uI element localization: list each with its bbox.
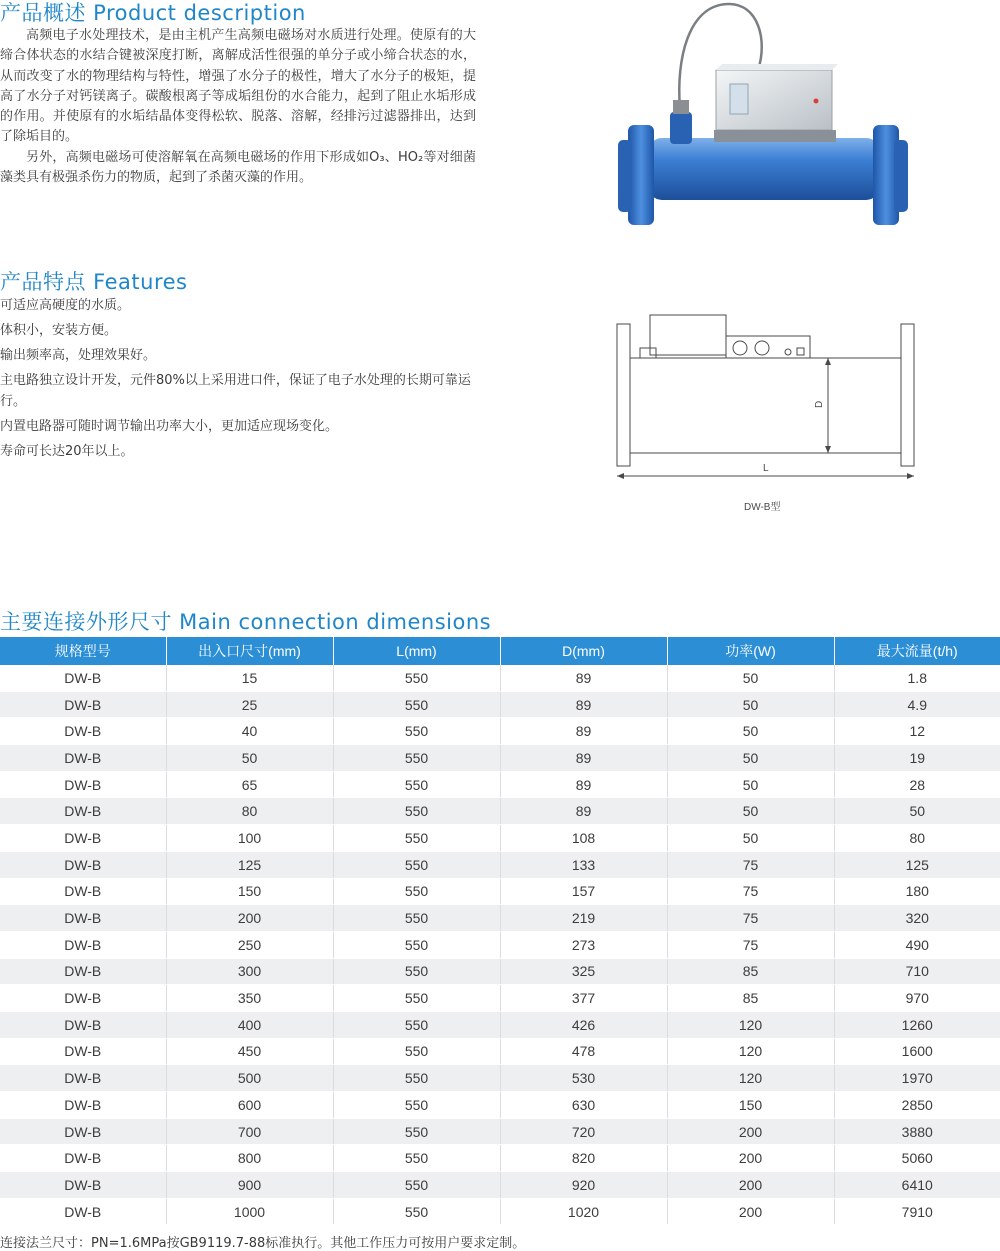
table-cell: 478 [500, 1038, 667, 1065]
product-photo [618, 0, 910, 232]
table-cell: 500 [166, 1065, 333, 1092]
column-header: 规格型号 [0, 637, 166, 665]
table-row [0, 931, 1000, 958]
table-cell: 6410 [834, 1172, 1000, 1199]
diagram-label-d: D [814, 400, 825, 408]
table-cell: 12 [834, 718, 1000, 745]
table-row [0, 718, 1000, 745]
table-cell: 200 [166, 905, 333, 932]
feature-item: 寿命可长达20年以上。 [0, 443, 134, 459]
table-cell: 550 [333, 1038, 500, 1065]
table-cell: 426 [500, 1011, 667, 1038]
table-cell: 125 [834, 851, 1000, 878]
table-cell: 219 [500, 905, 667, 932]
table-cell: 550 [333, 691, 500, 718]
table-cell: 180 [834, 878, 1000, 905]
table-cell: 75 [667, 878, 834, 905]
feature-item: 可适应高硬度的水质。 [0, 298, 131, 313]
table-cell: 550 [333, 665, 500, 691]
table-cell: 325 [500, 958, 667, 985]
table-row [0, 745, 1000, 772]
table-row [0, 825, 1000, 852]
table-cell: 125 [166, 851, 333, 878]
table-row [0, 1092, 1000, 1119]
features-list [0, 296, 480, 467]
table-cell: 820 [500, 1145, 667, 1172]
dimensions-heading: 主要连接外形尺寸 Main connection dimensions [0, 610, 492, 634]
column-header: 出入口尺寸(mm) [166, 637, 333, 665]
table-cell: 50 [166, 745, 333, 772]
table-row [0, 1011, 1000, 1038]
table-cell: 710 [834, 958, 1000, 985]
table-cell: 108 [500, 825, 667, 852]
table-cell: DW-B [0, 878, 166, 905]
table-cell: DW-B [0, 1011, 166, 1038]
table-cell: 550 [333, 1092, 500, 1119]
table-cell: DW-B [0, 771, 166, 798]
table-cell: 3880 [834, 1118, 1000, 1145]
table-cell: 89 [500, 771, 667, 798]
table-cell: 80 [834, 825, 1000, 852]
table-cell: DW-B [0, 985, 166, 1012]
table-cell: 720 [500, 1118, 667, 1145]
table-row [0, 985, 1000, 1012]
table-row [0, 1145, 1000, 1172]
table-cell: 550 [333, 958, 500, 985]
table-cell: 75 [667, 905, 834, 932]
table-cell: 75 [667, 931, 834, 958]
table-cell: 550 [333, 798, 500, 825]
table-cell: 80 [166, 798, 333, 825]
table-header-row [0, 637, 1000, 665]
table-cell: 89 [500, 718, 667, 745]
table-row [0, 1172, 1000, 1199]
table-cell: DW-B [0, 798, 166, 825]
table-row [0, 1118, 1000, 1145]
table-cell: 200 [667, 1198, 834, 1225]
table-cell: 50 [667, 798, 834, 825]
table-cell: 157 [500, 878, 667, 905]
table-cell: 85 [667, 958, 834, 985]
table-cell: 5060 [834, 1145, 1000, 1172]
feature-item: 输出频率高，处理效果好。 [0, 348, 157, 363]
feature-item: 体积小，安装方便。 [0, 323, 118, 338]
table-cell: 1000 [166, 1198, 333, 1225]
table-cell: 1600 [834, 1038, 1000, 1065]
feature-item: 内置电路器可随时调节输出功率大小，更加适应现场变化。 [0, 418, 339, 434]
table-cell: 273 [500, 931, 667, 958]
table-row [0, 958, 1000, 985]
table-cell: 550 [333, 985, 500, 1012]
table-cell: 1970 [834, 1065, 1000, 1092]
table-cell: DW-B [0, 1092, 166, 1119]
table-cell: 85 [667, 985, 834, 1012]
table-cell: 550 [333, 851, 500, 878]
table-cell: 1260 [834, 1011, 1000, 1038]
table-cell: DW-B [0, 718, 166, 745]
table-cell: 550 [333, 1172, 500, 1199]
table-cell: 65 [166, 771, 333, 798]
table-cell: 530 [500, 1065, 667, 1092]
table-row [0, 798, 1000, 825]
table-cell: 450 [166, 1038, 333, 1065]
table-cell: 150 [667, 1092, 834, 1119]
table-cell: DW-B [0, 825, 166, 852]
table-cell: 550 [333, 771, 500, 798]
description-paragraph: 另外，高频电磁场可使溶解氧在高频电磁场的作用下形成如O₃、HO₂等对细菌藻类具有极强杀伤力的物质，起到了杀菌灭藻的作用。 [0, 149, 476, 186]
table-cell: 100 [166, 825, 333, 852]
table-cell: 4.9 [834, 691, 1000, 718]
table-cell: 150 [166, 878, 333, 905]
table-cell: 7910 [834, 1198, 1000, 1225]
table-row [0, 878, 1000, 905]
column-header: L(mm) [333, 637, 500, 665]
table-row [0, 665, 1000, 691]
dimensions-table [0, 637, 1000, 1225]
table-cell: 50 [667, 825, 834, 852]
table-cell: 75 [667, 851, 834, 878]
dimension-diagram [612, 308, 922, 518]
table-cell: 550 [333, 718, 500, 745]
table-cell: 19 [834, 745, 1000, 772]
table-cell: 900 [166, 1172, 333, 1199]
table-cell: 550 [333, 905, 500, 932]
table-cell: 200 [667, 1172, 834, 1199]
table-cell: 550 [333, 878, 500, 905]
table-cell: 50 [667, 745, 834, 772]
table-cell: 133 [500, 851, 667, 878]
table-cell: 50 [667, 665, 834, 691]
table-cell: 700 [166, 1118, 333, 1145]
table-cell: 600 [166, 1092, 333, 1119]
table-cell: 250 [166, 931, 333, 958]
description-paragraph: 高频电子水处理技术，是由主机产生高频电磁场对水质进行处理。使原有的大缔合体状态的水结合键被深度打断，离解成活性很强的单分子或小缔合状态的水，从而改变了水的物理结构与特性，增强了水分子的极性，增大了水分子的极矩，提高了水分子对钙镁离子。碳酸根离子等成垢组份的水合能力，起到了阻止水垢形成的作用。并使原有的水垢结晶体变得松软、脱落、溶解，经排污过滤器排出，达到了除垢目的。 [0, 28, 476, 145]
table-cell: DW-B [0, 665, 166, 691]
table-cell: 2850 [834, 1092, 1000, 1119]
table-cell: 120 [667, 1011, 834, 1038]
column-header: 功率(W) [667, 637, 834, 665]
table-cell: 40 [166, 718, 333, 745]
table-cell: 550 [333, 931, 500, 958]
table-cell: 89 [500, 665, 667, 691]
table-cell: 300 [166, 958, 333, 985]
table-cell: 920 [500, 1172, 667, 1199]
features-heading: 产品特点 Features [0, 270, 188, 294]
table-row [0, 771, 1000, 798]
table-cell: 400 [166, 1011, 333, 1038]
table-cell: 350 [166, 985, 333, 1012]
table-cell: 120 [667, 1065, 834, 1092]
table-cell: DW-B [0, 691, 166, 718]
table-cell: 28 [834, 771, 1000, 798]
table-cell: 377 [500, 985, 667, 1012]
table-row [0, 691, 1000, 718]
table-cell: 15 [166, 665, 333, 691]
column-header: D(mm) [500, 637, 667, 665]
table-cell: 50 [667, 771, 834, 798]
table-cell: 550 [333, 1198, 500, 1225]
table-cell: 89 [500, 798, 667, 825]
table-row [0, 851, 1000, 878]
diagram-label-l: L [763, 463, 769, 474]
table-cell: 50 [667, 718, 834, 745]
table-cell: 89 [500, 745, 667, 772]
table-cell: 89 [500, 691, 667, 718]
table-cell: DW-B [0, 745, 166, 772]
table-cell: DW-B [0, 851, 166, 878]
product-description-text [0, 26, 476, 188]
table-cell: 490 [834, 931, 1000, 958]
table-cell: DW-B [0, 1065, 166, 1092]
table-row [0, 905, 1000, 932]
diagram-caption: DW-B型 [744, 502, 781, 513]
table-cell: DW-B [0, 1038, 166, 1065]
table-cell: 50 [834, 798, 1000, 825]
table-row [0, 1198, 1000, 1225]
table-cell: DW-B [0, 1145, 166, 1172]
table-cell: DW-B [0, 958, 166, 985]
table-row [0, 1038, 1000, 1065]
table-cell: 550 [333, 825, 500, 852]
table-cell: DW-B [0, 1172, 166, 1199]
column-header: 最大流量(t/h) [834, 637, 1000, 665]
table-cell: 800 [166, 1145, 333, 1172]
feature-item: 主电路独立设计开发，元件80%以上采用进口件，保证了电子水处理的长期可靠运行。 [0, 373, 471, 409]
table-cell: DW-B [0, 1118, 166, 1145]
table-cell: 550 [333, 745, 500, 772]
table-cell: 550 [333, 1118, 500, 1145]
table-cell: DW-B [0, 905, 166, 932]
table-cell: 200 [667, 1145, 834, 1172]
table-cell: 120 [667, 1038, 834, 1065]
table-cell: 200 [667, 1118, 834, 1145]
product-description-heading: 产品概述 Product description [0, 1, 306, 25]
table-cell: DW-B [0, 931, 166, 958]
table-cell: 970 [834, 985, 1000, 1012]
table-cell: 50 [667, 691, 834, 718]
table-cell: 25 [166, 691, 333, 718]
table-cell: 630 [500, 1092, 667, 1119]
table-cell: 550 [333, 1065, 500, 1092]
flange-footnote: 连接法兰尺寸：PN=1.6MPa按GB9119.7-88标准执行。其他工作压力可按用户要求定制。 [0, 1236, 526, 1251]
table-cell: 320 [834, 905, 1000, 932]
table-cell: 1020 [500, 1198, 667, 1225]
table-cell: 550 [333, 1011, 500, 1038]
table-cell: 1.8 [834, 665, 1000, 691]
table-cell: 550 [333, 1145, 500, 1172]
table-row [0, 1065, 1000, 1092]
table-cell: DW-B [0, 1198, 166, 1225]
